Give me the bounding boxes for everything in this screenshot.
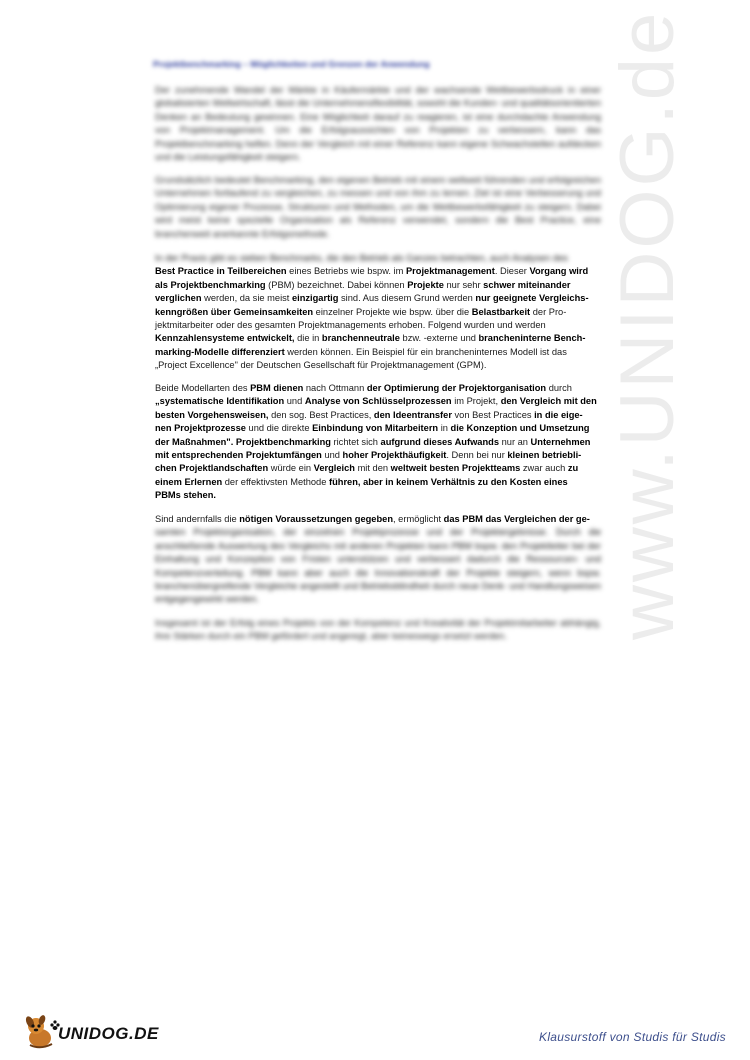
paragraph-5-blurred: samten Projektorganisation, der einzelnen Projektprozesse und der Projektergebnisse. Durch die anschließende Auswertung des Vergleichs mit anderen Projekten kann PBM bspw. den Projektleiter bei der Einhaltung und Konzeption von Fristen unterstützen und verbessert dadurch die Ressourcen- und Kompetenzverteilung. PBM kann aber auch die Innovationskraft der Projekte steigern, wenn bspw. branchenübergreifende Vergleiche angestellt und Betriebsblindheit durch neue Denk- und Handlungsweisen entgegengewirkt werden. [155, 527, 601, 605]
paragraph-3-line: marking-Modelle differenziert werden können. Ein Beispiel für ein brancheninternes Modell ist das [155, 346, 567, 357]
paragraph-3-line: verglichen werden, da sie meist einzigartig sind. Aus diesem Grund werden nur geeignete Vergleichs- [155, 293, 589, 304]
paragraph-3-line: als Projektbenchmarking (PBM) bezeichnet. Dabei können Projekte nur sehr schwer miteinander [155, 279, 571, 290]
paragraph-4-line: der Maßnahmen". Projektbenchmarking richtet sich aufgrund dieses Aufwands nur an Unternehmen [155, 436, 591, 447]
paragraph-5-line: Sind andernfalls die nötigen Voraussetzungen gegeben, ermöglicht das PBM das Vergleichen der ge- [155, 514, 590, 524]
paragraph-4 [155, 382, 601, 503]
watermark: www.UNIDOG.de [605, 9, 690, 640]
paragraph-4-line: PBMs stehen. [155, 490, 216, 501]
paragraph-4-line: Beide Modellarten des PBM dienen nach Ottmann der Optimierung der Projektorganisation durch [155, 383, 572, 393]
paragraph-4-line: einem Erlernen der effektivsten Methode führen, aber in keinem Verhältnis zu den Kosten eines [155, 476, 568, 487]
paragraph-6: Insgesamt ist der Erfolg eines Projekts von der Kompetenz und Kreativität der Projektmitarbeiter abhängig, ihre Stärken durch ein PBM gefördert und angeregt, aber keineswegs ersetzt werden. [155, 618, 601, 642]
footer-tagline: Klausurstoff von Studis für Studis [539, 1030, 726, 1044]
paragraph-4-line: besten Vorgehensweisen, den sog. Best Practices, den Ideentransfer von Best Practices in die eige- [155, 409, 583, 420]
unidog-logo [22, 1012, 162, 1052]
paragraph-4-line: chen Projektlandschaften würde ein Vergleich mit den weltweit besten Projektteams zwar auch zu [155, 463, 579, 474]
paragraph-2: Grundsätzlich bedeutet Benchmarking, den eigenen Betrieb mit einem weltweit führenden und erfolgreichen Unternehmen fortlaufend zu vergleichen, zu messen und von ihm zu lernen. Ziel ist eine Verbesserung und Optimierung eigener Prozesse, Strukturen und Methoden, um die Wettbewerbsfähigkeit zu steigern. Dabei wird meist keine spezielle Organisation als Referenz verwendet, sondern die Best Practice, eine branchenweit anerkannte Erfolgsmethode. [155, 175, 601, 239]
paragraph-4-line: nen Projektprozesse und die direkte Einbindung von Mitarbeitern in die Konzeption und Umsetzung [155, 423, 590, 434]
paragraph-5 [155, 513, 601, 607]
dog-icon [22, 1012, 62, 1052]
paragraph-3-line: kenngrößen über Gemeinsamkeiten einzelner Projekte wie bspw. über die Belastbarkeit der Pro- [155, 306, 567, 317]
document-title: Projektbenchmarking – Möglichkeiten und Grenzen der Anwendung [153, 59, 430, 69]
paragraph-1: Der zunehmende Wandel der Märkte in Käufermärkte und der wachsende Wettbewerbsdruck in einer globalisierten Weltwirtschaft, lässt die Unternehmensflexibilität, sowohl die Kunden- und qualitätsorientierten Denken an Bedeutung gewinnen. Eine Möglichkeit darauf zu reagieren, ist eine durchdachte Anwendung von Projektmanagement. Um die Erfolgsaussichten von Projekten zu verbessern, kann das Projektbenchmarking helfen. Denn der Vergleich mit einer Referenz kann eigene Schwachstellen aufdecken und die Leistungsfähigkeit steigern. [155, 85, 601, 163]
paragraph-3-blurred-line: In der Praxis gibt es sieben Benchmarks, die den Betrieb als Ganzes betrachten, auch Analysen des [155, 253, 568, 263]
logo-text: UNIDOG.DE [58, 1024, 159, 1043]
paragraph-3-line: jektmitarbeiter oder des gesamten Projektmanagements erhoben. Folgend wurden und werden [155, 320, 546, 331]
paragraph-3-line: Kennzahlensysteme entwickelt, die in branchenneutrale bzw. -externe und brancheninterne Bench- [155, 333, 586, 344]
paragraph-4-line: mit entsprechenden Projektumfängen und hoher Projekthäufigkeit. Denn bei nur kleinen betriebli- [155, 450, 582, 461]
paragraph-4-line: „systematische Identifikation und Analyse von Schlüsselprozessen im Projekt, den Vergleich mit den [155, 396, 597, 407]
paragraph-3-line: „Project Excellence" der Deutschen Gesellschaft für Projektmanagement (GPM). [155, 360, 487, 371]
paragraph-3-line: Best Practice in Teilbereichen eines Betriebs wie bspw. im Projektmanagement. Dieser Vorgang wird [155, 266, 589, 277]
paragraph-3 [155, 252, 601, 373]
